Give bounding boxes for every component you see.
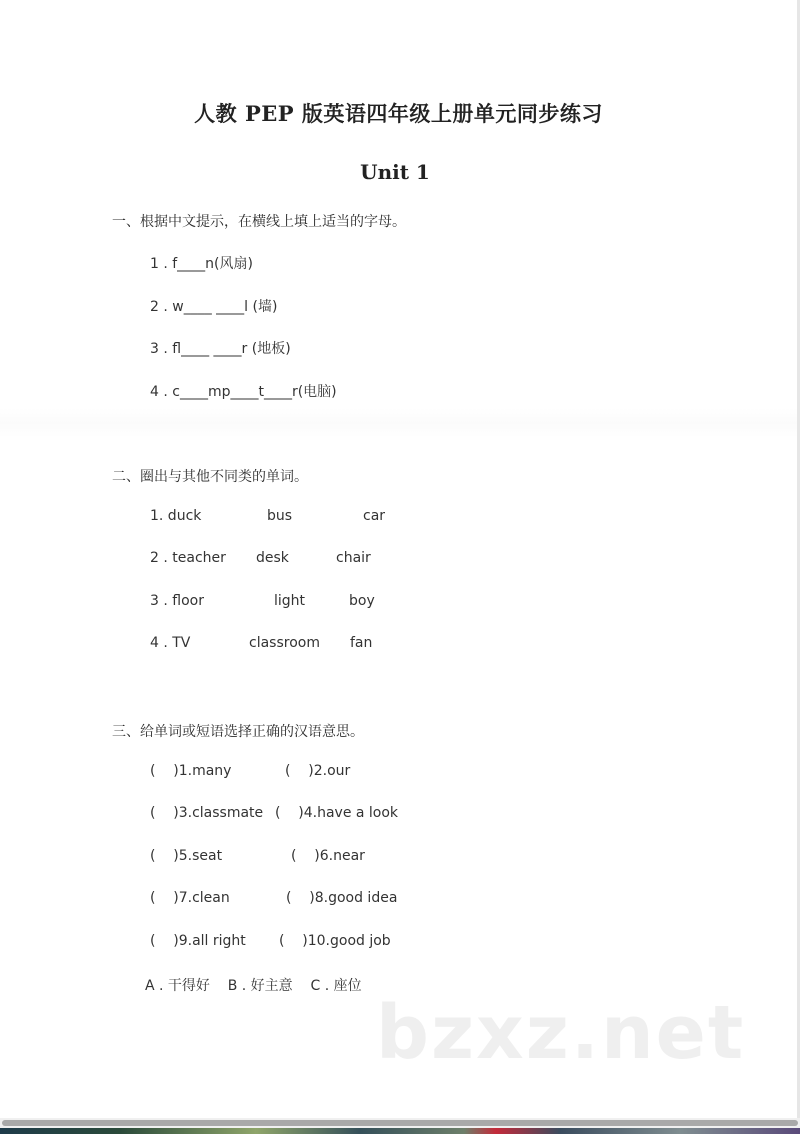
odd-word-row-4-word-2: classroom <box>249 635 320 651</box>
watermark: bzxz.net <box>376 990 746 1076</box>
odd-word-row-2-word-2: desk <box>256 550 289 566</box>
horizontal-scrollbar[interactable] <box>0 1118 800 1128</box>
odd-word-row-3-word-2: light <box>274 593 306 609</box>
match-item-2: ( )2.our <box>285 763 351 779</box>
odd-word-row-1-word-3: car <box>363 508 386 524</box>
section-2-heading: 二、圈出与其他不同类的单词。 <box>112 469 308 485</box>
document-title: 人教 PEP 版英语四年级上册单元同步练习 <box>194 101 603 126</box>
fill-item-2: 2 . w____ ____l (墙) <box>150 299 278 315</box>
match-item-1: ( )1.many <box>150 763 232 779</box>
odd-word-row-4-word-3: fan <box>350 635 373 651</box>
fill-item-3: 3 . fl____ ____r (地板) <box>150 341 291 357</box>
odd-word-row-1-word-2: bus <box>267 508 293 524</box>
odd-word-row-3-word-1: 3 . floor <box>150 593 204 609</box>
odd-word-row-3-word-3: boy <box>349 593 375 609</box>
match-item-3: ( )3.classmate <box>150 805 264 821</box>
section-3-heading: 三、给单词或短语选择正确的汉语意思。 <box>112 724 364 740</box>
odd-word-row-2-word-1: 2 . teacher <box>150 550 226 566</box>
match-item-8: ( )8.good idea <box>286 890 398 906</box>
match-item-5: ( )5.seat <box>150 848 223 864</box>
background-image-strip <box>0 1128 800 1134</box>
match-item-6: ( )6.near <box>291 848 365 864</box>
unit-heading: Unit 1 <box>360 160 430 184</box>
match-item-10: ( )10.good job <box>279 933 391 949</box>
match-item-9: ( )9.all right <box>150 933 246 949</box>
fill-item-1: 1 . f____n(风扇) <box>150 256 253 272</box>
odd-word-row-2-word-3: chair <box>336 550 371 566</box>
page-gap-band <box>0 408 797 438</box>
answer-options: A . 干得好 B . 好主意 C . 座位 <box>145 978 362 994</box>
odd-word-row-1-word-1: 1. duck <box>150 508 202 524</box>
fill-item-4: 4 . c____mp____t____r(电脑) <box>150 384 337 400</box>
match-item-7: ( )7.clean <box>150 890 230 906</box>
section-1-heading: 一、根据中文提示，在横线上填上适当的字母。 <box>112 214 406 230</box>
match-item-4: ( )4.have a look <box>275 805 399 821</box>
odd-word-row-4-word-1: 4 . TV <box>150 635 191 651</box>
horizontal-scrollbar-thumb[interactable] <box>2 1120 798 1126</box>
